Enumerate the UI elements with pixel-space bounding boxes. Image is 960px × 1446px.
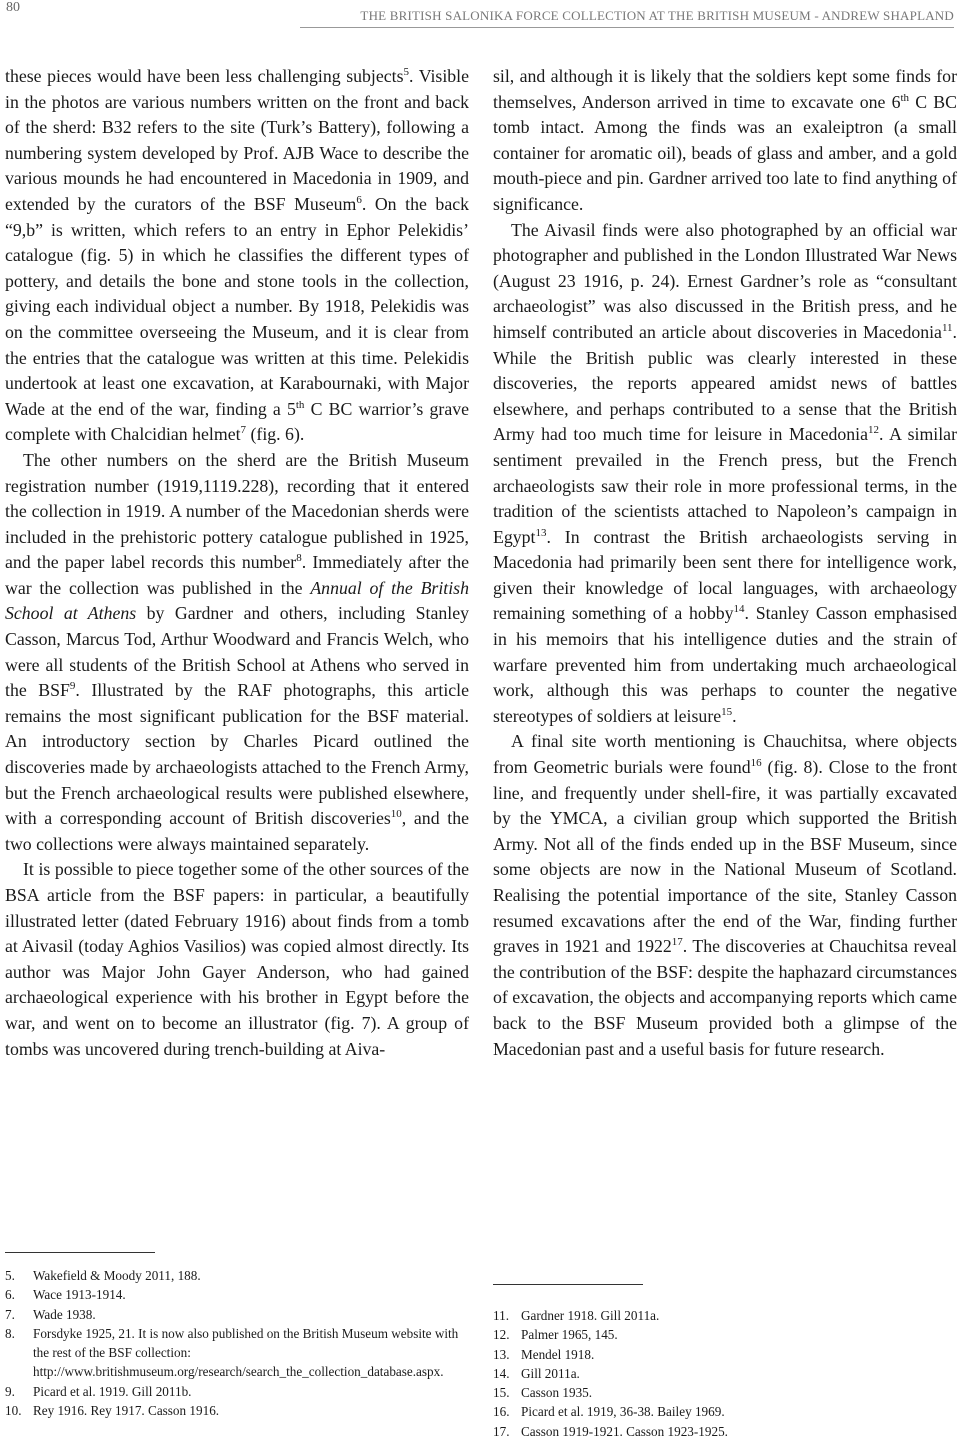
- footnote: 9. Picard et al. 1919. Gill 2011b.: [5, 1383, 192, 1399]
- paragraph: sil, and although it is likely that the soldiers kept some finds for themselves, Anderson arrived in time to excavate one 6th C BC tomb intact. Among the finds was an exaleiptron (a small container for aromatic oil), beads of glass and amber, and a gold mouth-piece and pin. Gardner arrived too late to find anything of significance.: [493, 66, 957, 214]
- footnotes-left: [5, 1266, 467, 1420]
- footnote: 13. Mendel 1918.: [493, 1346, 595, 1362]
- page-number: 80: [6, 0, 20, 15]
- paragraph: It is possible to piece together some of the other sources of the BSA article from the BSF papers: in particular, a beautifully illustrated letter (dated February 1916) about finds from a tomb at Aivasil (today Aghios Vasilios) was copied almost directly. Its author was Major John Gayer Anderson, who had gained archaeological experience with his brother in Egypt before the war, and went on to become an illustrator (fig. 7). A group of tombs was uncovered during trench-building at Aiva-: [5, 859, 469, 1059]
- footnote: 5. Wakefield & Moody 2011, 188.: [5, 1268, 201, 1283]
- footnotes-right: [493, 1306, 893, 1441]
- paragraph: The other numbers on the sherd are the British Museum registration number (1919,1119.228), recording that it entered the collection in 1919. A number of the Macedonian sherds were included in the prehistoric pottery catalogue published in 1925, and the paper label records this number$^8$. Immediately after the war the collection was published in the Annual of the British School at Athens by Gardner and others, including Stanley Casson, Marcus Tod, Arthur Woodward and Francis Welch, who were all students of the British School at Athens who served in the BSF$^9$. Illustrated by the RAF photographs, this article remains the most significant publication for the BSF material. An introductory section by Charles Picard outlined the discoveries made by archaeologists attached to the French Army, but the French archaeological results were published elsewhere, with a corresponding account of British discoveries$^{10}$, and the two collections were always maintained separately.: [5, 449, 469, 854]
- footnote: 8. Forsdyke 1925, 21. It is now also published on the British Museum website with the rest of the BSF collection: http://www.britishmuseum.org/research/search_the_collection_database.aspx.: [5, 1325, 459, 1380]
- right-column: [493, 64, 957, 1062]
- footnote: 6. Wace 1913-1914.: [5, 1287, 126, 1303]
- left-column: [5, 64, 469, 1062]
- footnote: 15. Casson 1935.: [493, 1385, 593, 1401]
- footnote-rule: [493, 1284, 643, 1285]
- footnote: 12. Palmer 1965, 145.: [493, 1327, 618, 1343]
- footnote: 17. Casson 1919-1921. Casson 1923-1925.: [493, 1423, 728, 1439]
- footnote: 10. Rey 1916. Rey 1917. Casson 1916.: [5, 1403, 220, 1419]
- paragraph: A final site worth mentioning is Chauchitsa, where objects from Geometric burials were found$^{16}$ (fig. 8). Close to the front line, and frequently under shell-fire, it was partially excavated by the YMCA, a civilian group which supported the British Army. Not all of the finds ended up in the BSF Museum, since some objects are now in the National Museum of Scotland. Realising the potential importance of the site, Stanley Casson resumed excavations after the end of the War, finding further graves in 1921 and 1922$^{17}$. The discoveries at Chauchitsa reveal the contribution of the BSF: despite the haphazard circumstances of excavation, the objects and accompanying reports which came back to the BSF Museum provided both a glimpse of the Macedonian past and a useful basis for future research.: [493, 731, 958, 1059]
- footnote: 7. Wade 1938.: [5, 1306, 96, 1322]
- paragraph: these pieces would have been less challenging subjects$^5$. Visible in the photos are various numbers written on the front and back of the sherd: B32 refers to the site (Turk’s Battery), following a numbering system developed by Prof. AJB Wace to describe the various mounds he had encountered in Macedonia in 1909, and extended by the curators of the BSF Museum$^6$. On the back “9,b” is written, which refers to an entry in Ephor Pelekidis’ catalogue (fig. 5) in which he classifies the different types of pottery, and details the bone and stone tools in the collection, giving each individual object a number. By 1918, Pelekidis was on the committee overseeing the Museum, and it is clear from the entries that the catalogue was written at this time. Pelekidis undertook at least one excavation, at Karabournaki, with Major Wade at the end of the war, finding a 5th C BC warrior’s grave complete with Chalcidian helmet$^7$ (fig. 6).: [5, 66, 469, 445]
- footnote-rule: [5, 1252, 155, 1253]
- footnote: 11. Gardner 1918. Gill 2011a.: [493, 1308, 660, 1323]
- footnote: 16. Picard et al. 1919, 36-38. Bailey 1969.: [493, 1404, 725, 1420]
- footnote: 14. Gill 2011a.: [493, 1365, 580, 1381]
- paragraph: The Aivasil finds were also photographed by an official war photographer and published in the London Illustrated War News (August 23 1916, p. 24). Ernest Gardner’s role as “consultant archaeologist” was also discussed in the British press, and he himself contributed an article about discoveries in Macedonia$^{11}$. While the British public was clearly interested in these discoveries, the reports appeared amidst news of battles elsewhere, and perhaps contributed to a sense that the British Army had too much time for leisure in Macedonia$^{12}$. A similar sentiment prevailed in the French press, but the French archaeologists saw their role in more professional terms, in the tradition of the scientists attached to Napoleon’s campaign in Egypt$^{13}$. In contrast the British archaeologists serving in Macedonia had primarily been sent there for intelligence work, given their knowledge of local languages, with archaeology remaining something of a hobby$^{14}$. Stanley Casson emphasised in his memoirs that his intelligence duties and the strain of warfare prevented him from undertaking much archaeological work, although this was perhaps to counter the negative stereotypes of soldiers at leisure$^{15}$.: [493, 219, 957, 726]
- running-head: THE BRITISH SALONIKA FORCE COLLECTION AT THE BRITISH MUSEUM - ANDREW SHAPLAND: [300, 8, 954, 28]
